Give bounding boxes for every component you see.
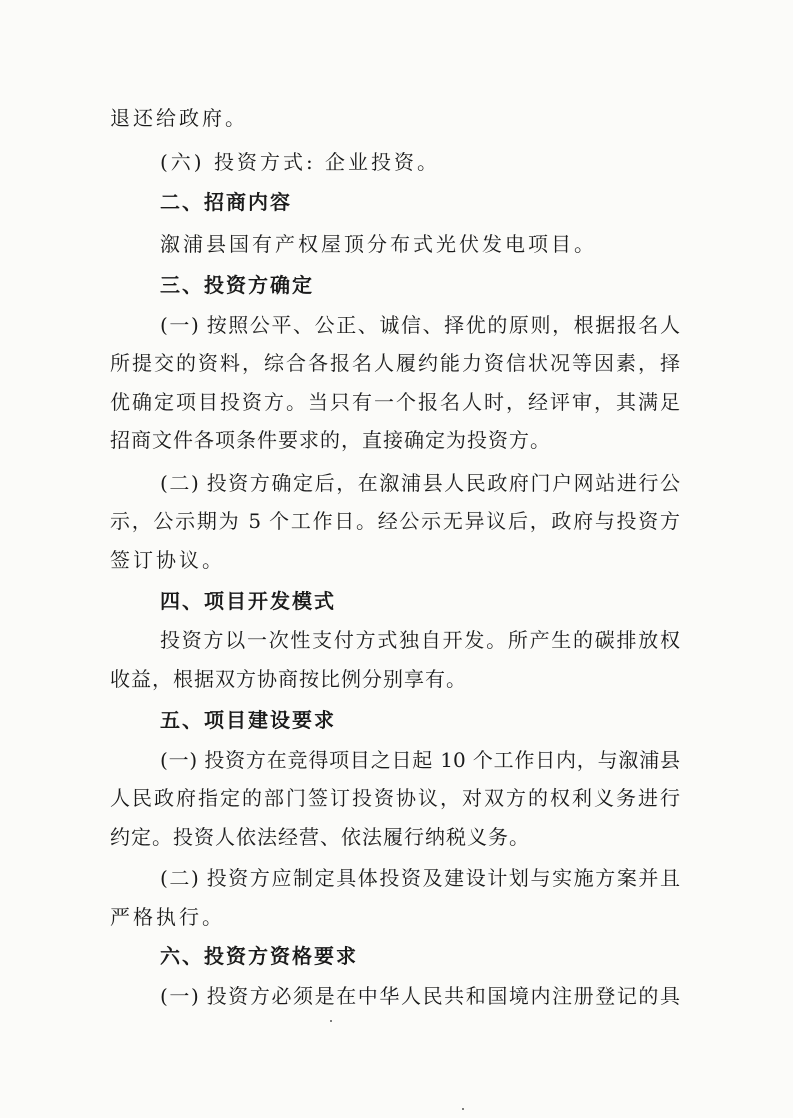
text-line: 签订协议。 bbox=[110, 548, 225, 572]
text-line: 人民政府指定的部门签订投资协议，对双方的权利义务进行 bbox=[110, 786, 680, 810]
section-heading: 五、项目建设要求 bbox=[160, 708, 336, 732]
text-line: 退还给政府。 bbox=[110, 106, 248, 130]
text-line: 严格执行。 bbox=[110, 905, 225, 929]
text-line: 约定。投资人依法经营、依法履行纳税义务。 bbox=[110, 825, 530, 849]
text-line: 溆浦县国有产权屋顶分布式光伏发电项目。 bbox=[160, 232, 597, 256]
text-line: 优确定项目投资方。当只有一个报名人时，经评审，其满足 bbox=[110, 390, 680, 414]
text-line: 所提交的资料，综合各报名人履约能力资信状况等因素，择 bbox=[110, 351, 680, 375]
text-line: (一) 投资方必须是在中华人民共和国境内注册登记的具 bbox=[160, 984, 680, 1008]
text-line: (一) 按照公平、公正、诚信、择优的原则，根据报名人 bbox=[160, 313, 680, 337]
text-line: (二) 投资方确定后，在溆浦县人民政府门户网站进行公 bbox=[160, 471, 680, 495]
scan-speck bbox=[330, 1020, 332, 1022]
section-heading: 四、项目开发模式 bbox=[160, 589, 336, 613]
text-line: 收益，根据双方协商按比例分别享有。 bbox=[110, 667, 467, 691]
text-line: (一) 投资方在竞得项目之日起 10 个工作日内，与溆浦县 bbox=[160, 748, 680, 772]
section-heading: 六、投资方资格要求 bbox=[160, 944, 358, 968]
text-line: (二) 投资方应制定具体投资及建设计划与实施方案并且 bbox=[160, 866, 680, 890]
section-heading: 二、招商内容 bbox=[160, 190, 292, 214]
text-line: 投资方以一次性支付方式独自开发。所产生的碳排放权 bbox=[160, 628, 680, 652]
text-line: 招商文件各项条件要求的，直接确定为投资方。 bbox=[110, 428, 551, 452]
section-heading: 三、投资方确定 bbox=[160, 273, 314, 297]
text-line: (六) 投资方式: 企业投资。 bbox=[160, 150, 441, 174]
text-line: 示，公示期为 5 个工作日。经公示无异议后，政府与投资方 bbox=[110, 509, 680, 533]
scan-speck bbox=[462, 1108, 464, 1110]
